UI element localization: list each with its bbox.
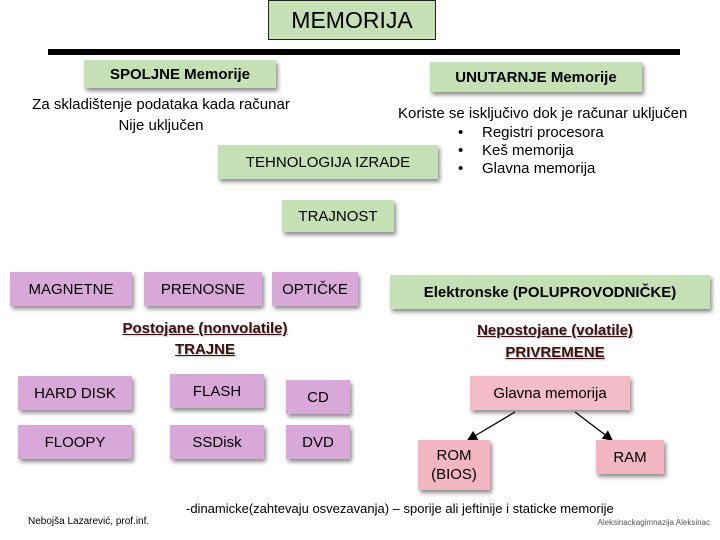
- title-box: [268, 0, 436, 40]
- tehnologija-label: TEHNOLOGIJA IZRADE: [245, 153, 411, 171]
- elektronske-label: Elektronske (POLUPROVODNIČKE): [423, 283, 677, 301]
- watermark: Aleksinackagimnazija Aleksinac: [597, 518, 710, 527]
- trajnost-label: TRAJNOST: [298, 207, 378, 225]
- nepostojane-line2: PRIVREMENE: [505, 344, 605, 361]
- magnetne-label: MAGNETNE: [28, 280, 114, 298]
- rom-box: [418, 440, 490, 490]
- arrow-to-ram: [575, 412, 612, 440]
- hard-disk-box: [18, 376, 132, 410]
- list-item: • Registri procesora: [458, 124, 604, 142]
- opticke-box: [272, 272, 358, 306]
- dvd-label: DVD: [302, 433, 334, 451]
- list-item: • Glavna memorija: [458, 160, 604, 178]
- footnote: -dinamicke(zahtevaju osvezavanja) – sporije ali jeftinije i staticke memorije: [186, 501, 614, 516]
- postojane-line1: Postojane (nonvolatile): [122, 320, 288, 337]
- magnetne-box: [10, 272, 132, 306]
- title-divider: [48, 49, 680, 55]
- ram-box: [596, 440, 664, 474]
- glavna-memorija-box: [470, 376, 630, 410]
- dvd-box: [286, 425, 350, 459]
- cd-box: [286, 380, 350, 414]
- prenosne-label: PRENOSNE: [160, 280, 246, 298]
- trajnost-box: [282, 200, 394, 232]
- unutarnje-list: [458, 124, 604, 178]
- glavna-memorija-label: Glavna memorija: [493, 384, 607, 402]
- arrow-to-rom: [468, 412, 515, 440]
- cd-label: CD: [307, 388, 329, 406]
- ssdisk-box: [170, 425, 264, 459]
- ssdisk-label: SSDisk: [192, 433, 242, 451]
- unutarnje-description: Koriste se isključivo dok je računar uključen: [398, 105, 688, 122]
- rom-bios-label: (BIOS): [431, 466, 477, 483]
- postojane-line2: TRAJNE: [174, 341, 235, 358]
- rom-label: ROM: [436, 447, 472, 464]
- flash-box: [170, 374, 264, 408]
- floopy-label: FLOOPY: [44, 433, 106, 451]
- spoljne-description-line1: Za skladištenje podataka kada računar: [32, 96, 290, 113]
- floopy-box: [18, 425, 132, 459]
- spoljne-description-line2: Nije uključen: [118, 117, 204, 134]
- prenosne-box: [144, 272, 262, 306]
- spoljne-box: [84, 60, 276, 88]
- author: Nebojša Lazarević, prof.inf.: [28, 516, 150, 527]
- list-item: • Keš memorija: [458, 142, 604, 160]
- ram-label: RAM: [613, 448, 647, 466]
- unutarnje-box: [430, 62, 642, 92]
- flash-label: FLASH: [192, 382, 242, 400]
- hard-disk-label: HARD DISK: [34, 384, 116, 402]
- opticke-label: OPTIČKE: [282, 280, 348, 298]
- tehnologija-box: [218, 145, 438, 179]
- title: MEMORIJA: [291, 6, 413, 33]
- spoljne-label: SPOLJNE Memorije: [109, 65, 251, 83]
- unutarnje-label: UNUTARNJE Memorije: [455, 68, 617, 86]
- elektronske-box: [390, 275, 710, 309]
- nepostojane-line1: Nepostojane (volatile): [477, 322, 633, 339]
